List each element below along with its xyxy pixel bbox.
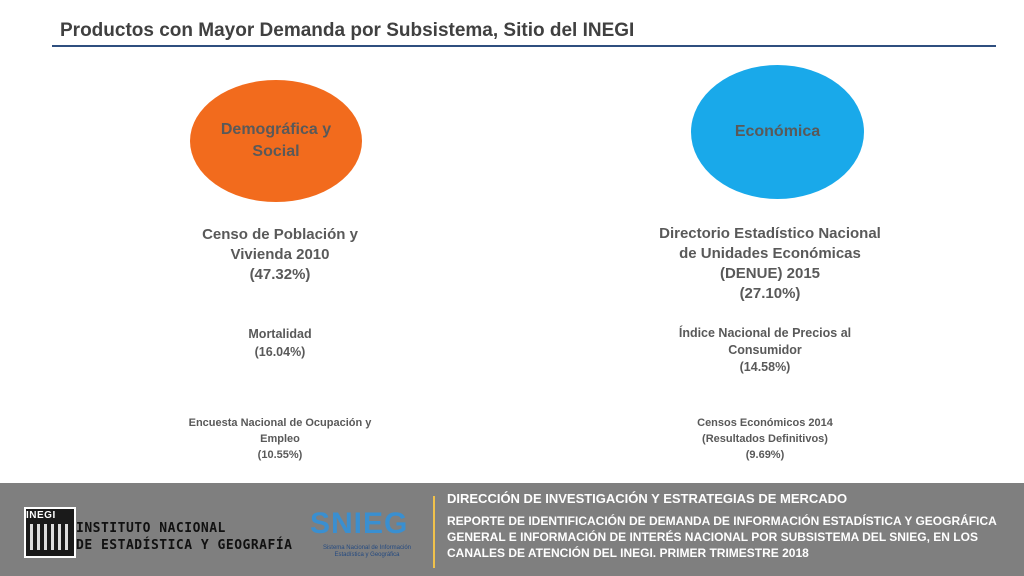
footer-divider <box>433 496 435 568</box>
product-percent: (16.04%) <box>254 345 306 359</box>
product-name: Índice Nacional de Precios al Consumidor <box>678 326 852 357</box>
product-percent: (9.69%) <box>745 449 785 461</box>
product-name: Encuesta Nacional de Ocupación y Empleo <box>188 417 372 445</box>
product-right-2 <box>630 325 900 376</box>
economica-ellipse <box>691 65 864 199</box>
inegi-logo-grid-icon <box>30 524 68 550</box>
snieg-subtitle: Sistema Nacional de Información Estadística y Geográfica <box>322 545 412 558</box>
economica-label: Económica <box>734 123 821 140</box>
snieg-logo: SNIEG <box>310 507 409 540</box>
institute-line-1: INSTITUTO NACIONAL <box>76 521 226 536</box>
product-left-3 <box>150 415 410 463</box>
demografica-social-label: Demográfica y Social <box>220 121 332 160</box>
title-underline <box>52 45 996 47</box>
product-percent: (14.58%) <box>739 360 791 374</box>
report-title: REPORTE DE IDENTIFICACIÓN DE DEMANDA DE INFORMACIÓN ESTADÍSTICA Y GEOGRÁFICA GENERAL E INFORMACIÓN DE INTERÉS NACIONAL POR SUBSISTEMA DEL SNIEG, EN LOS CANALES DE ATENCIÓN DEL INEGI. PRIMER TRIMESTRE 2018 <box>447 514 997 560</box>
product-right-1 <box>630 224 910 304</box>
institute-line-2: DE ESTADÍSTICA Y GEOGRAFÍA <box>76 538 293 553</box>
product-percent: (10.55%) <box>257 449 303 461</box>
product-right-3 <box>650 415 880 463</box>
slide-title: Productos con Mayor Demanda por Subsistema, Sitio del INEGI <box>60 20 635 41</box>
product-percent: (47.32%) <box>249 266 311 283</box>
product-name: Censos Económicos 2014 (Resultados Definitivos) <box>697 417 833 445</box>
product-left-2 <box>170 325 390 361</box>
institute-name <box>76 520 293 554</box>
department-name: DIRECCIÓN DE INVESTIGACIÓN Y ESTRATEGIAS DE MERCADO <box>447 491 848 506</box>
product-left-1 <box>170 225 390 285</box>
product-percent: (27.10%) <box>739 285 801 302</box>
product-name: Mortalidad <box>248 327 312 341</box>
inegi-logo-text: INEGI <box>26 510 56 521</box>
product-name: Censo de Población y Vivienda 2010 <box>202 226 358 263</box>
demografica-social-ellipse <box>190 80 362 202</box>
product-name: Directorio Estadístico Nacional de Unidades Económicas (DENUE) 2015 <box>659 225 881 282</box>
